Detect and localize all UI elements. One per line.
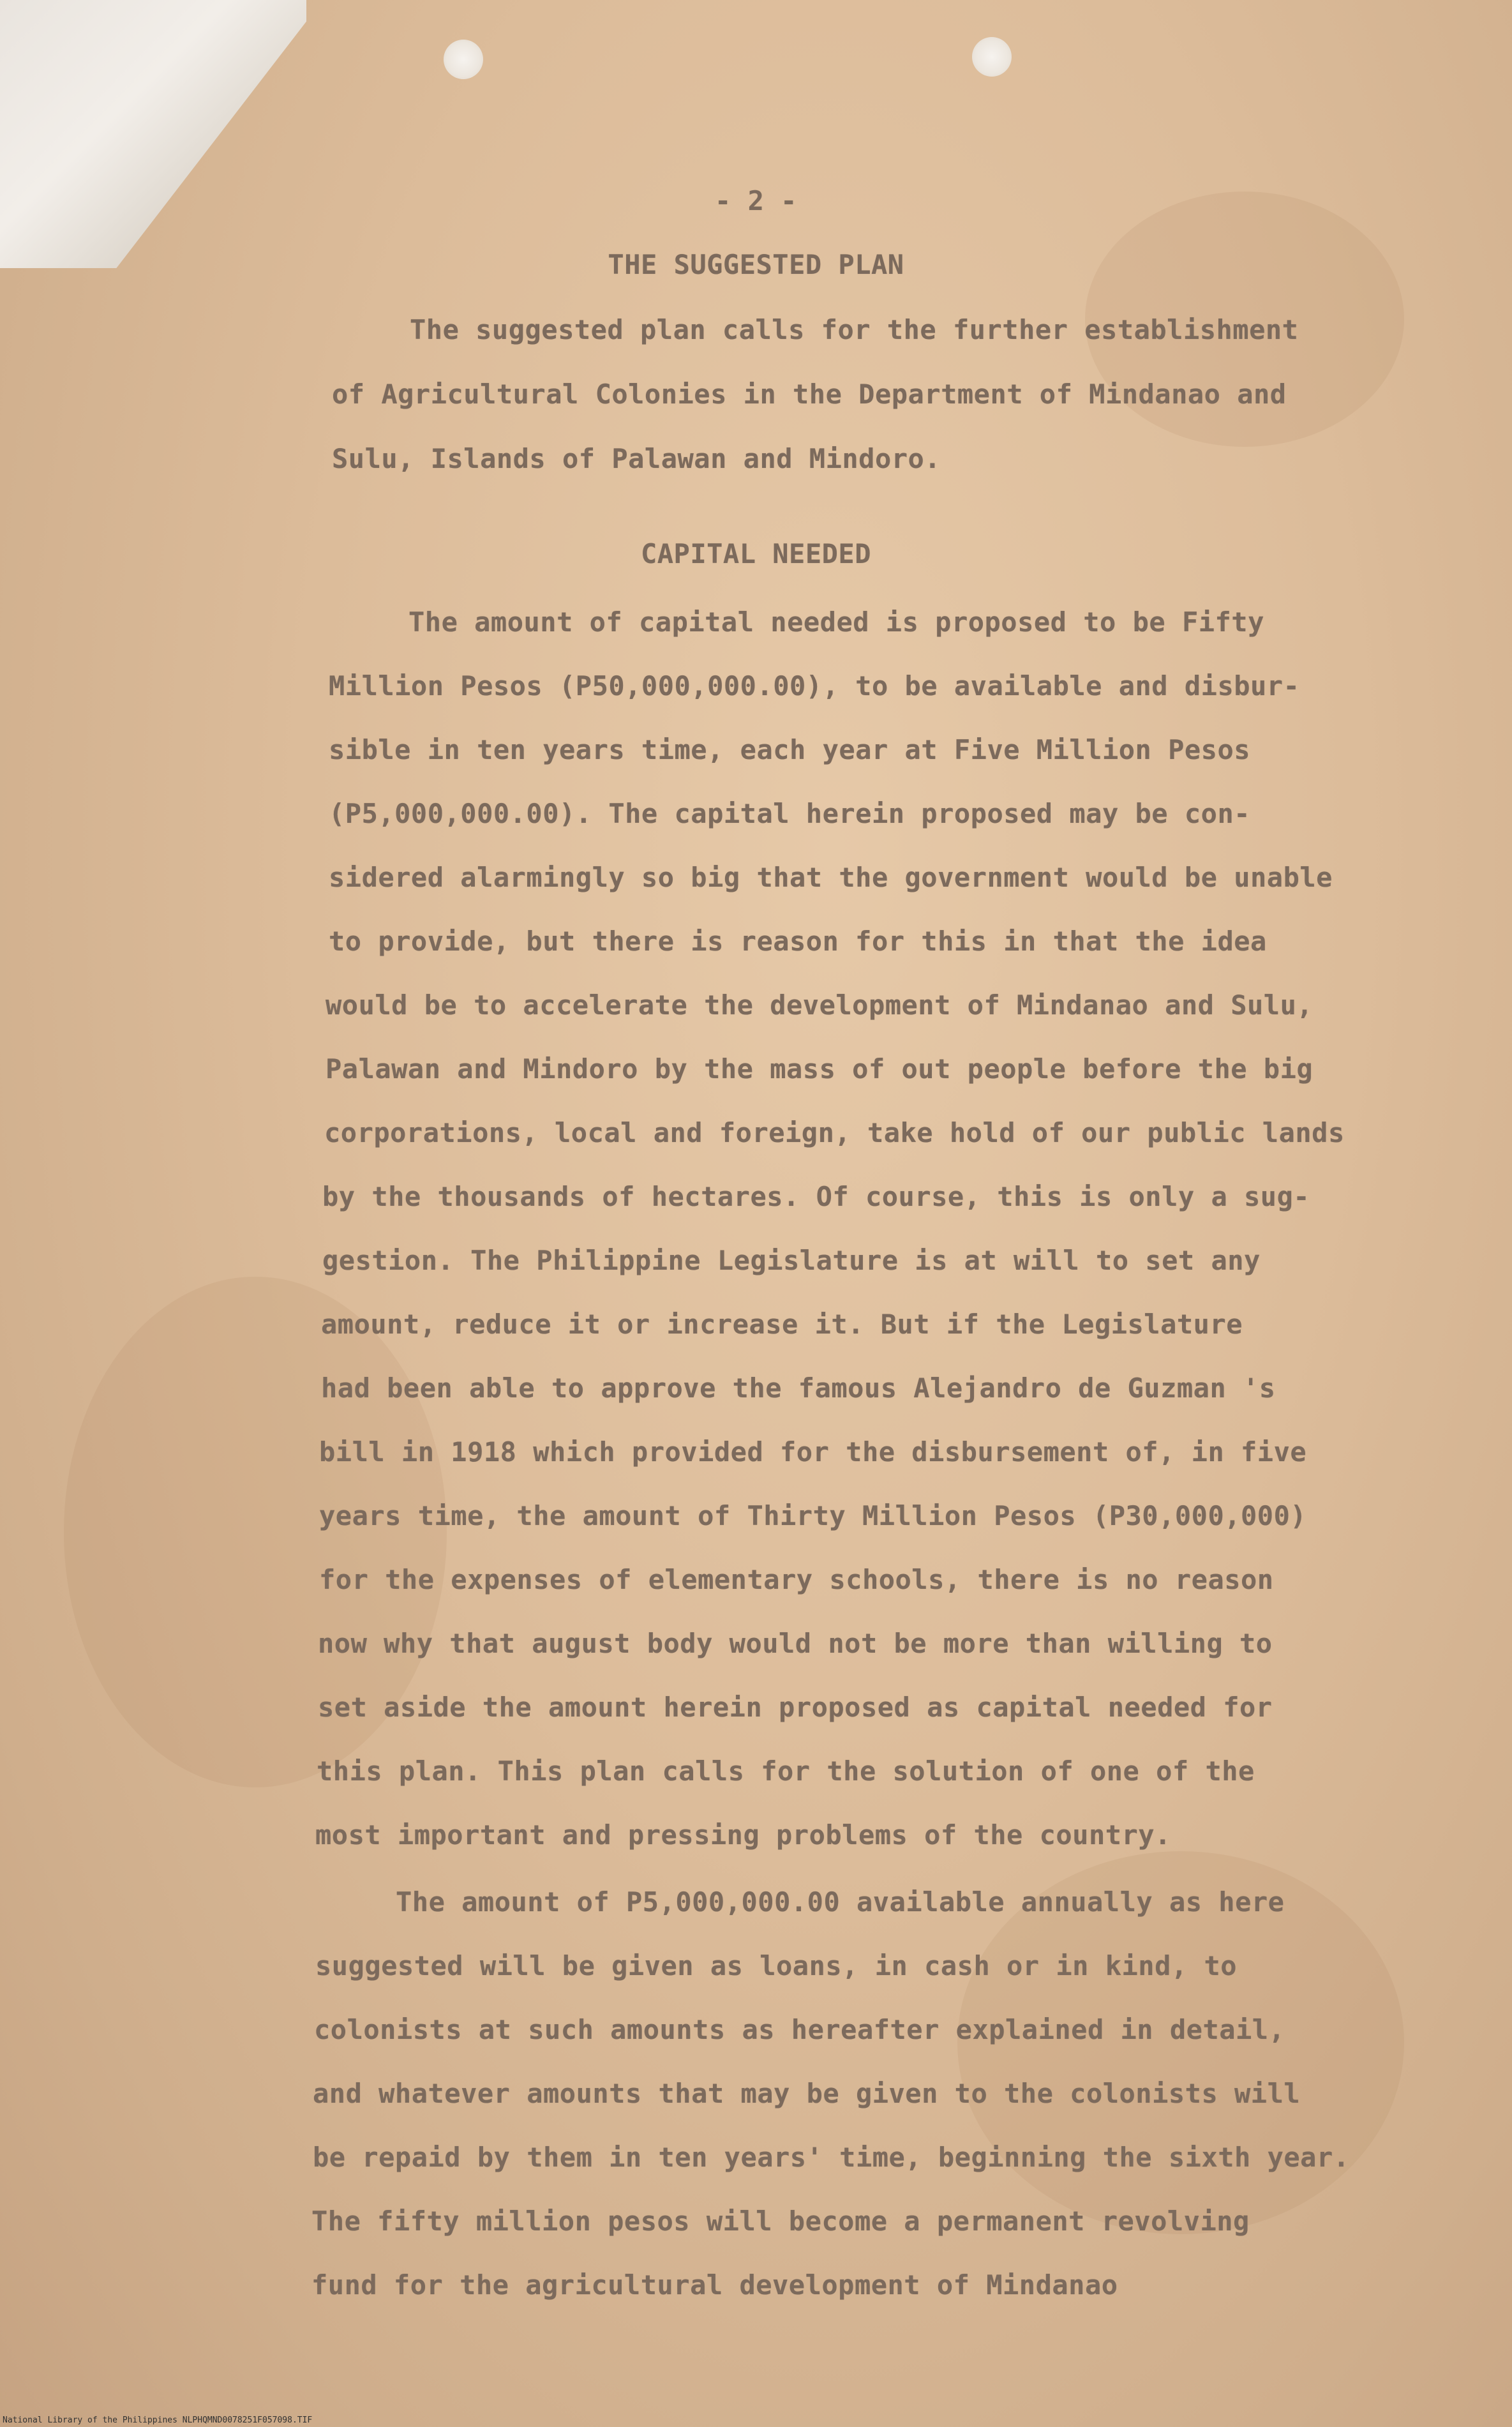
punch-hole-right — [972, 37, 1012, 77]
capital-line: The amount of capital needed is proposed to be Fifty — [408, 606, 1264, 638]
capital-line: for the expenses of elementary schools, there is no reason — [319, 1564, 1274, 1595]
capital-line: set aside the amount herein proposed as capital needed for — [318, 1692, 1273, 1723]
capital-line: (P5,000,000.00). The capital herein proposed may be con- — [329, 798, 1251, 829]
amount-line: colonists at such amounts as hereafter explained in detail, — [314, 2014, 1285, 2045]
heading-capital-needed: CAPITAL NEEDED — [640, 538, 871, 569]
capital-line: to provide, but there is reason for this in that the idea — [329, 926, 1267, 957]
archive-footer: National Library of the Philippines NLPHQMND0078251F057098.TIF — [3, 2416, 313, 2425]
amount-line: be repaid by them in ten years' time, beginning the sixth year. — [313, 2142, 1350, 2173]
plan-line: The suggested plan calls for the further establishment — [410, 314, 1299, 345]
amount-line: The amount of P5,000,000.00 available annually as here — [396, 1886, 1285, 1918]
capital-line: sidered alarmingly so big that the government would be unable — [329, 862, 1333, 893]
capital-line: bill in 1918 which provided for the disbursement of, in five — [319, 1436, 1307, 1468]
amount-line: fund for the agricultural development of Mindanao — [311, 2269, 1118, 2301]
capital-line: had been able to approve the famous Alejandro de Guzman 's — [321, 1372, 1276, 1404]
capital-line: by the thousands of hectares. Of course, this is only a sug- — [322, 1181, 1310, 1212]
capital-line: corporations, local and foreign, take hold of our public lands — [324, 1117, 1345, 1148]
capital-line: would be to accelerate the development of Mindanao and Sulu, — [326, 989, 1314, 1021]
capital-line: amount, reduce it or increase it. But if the Legislature — [321, 1309, 1243, 1340]
capital-line: gestion. The Philippine Legislature is at will to set any — [322, 1245, 1261, 1276]
capital-line: years time, the amount of Thirty Million Pesos (P30,000,000) — [319, 1500, 1307, 1531]
amount-line: The fifty million pesos will become a permanent revolving — [311, 2205, 1250, 2237]
amount-line: and whatever amounts that may be given to the colonists will — [313, 2078, 1301, 2109]
folded-corner — [0, 0, 306, 268]
heading-suggested-plan: THE SUGGESTED PLAN — [608, 249, 904, 280]
amount-line: suggested will be given as loans, in cash or in kind, to — [315, 1950, 1238, 1981]
plan-line: of Agricultural Colonies in the Department of Mindanao and — [332, 379, 1287, 410]
capital-line: now why that august body would not be more than willing to — [318, 1628, 1273, 1659]
capital-line: most important and pressing problems of the country. — [315, 1819, 1171, 1851]
punch-hole-left — [444, 40, 483, 79]
capital-line: Palawan and Mindoro by the mass of out people before the big — [326, 1053, 1314, 1085]
plan-line: Sulu, Islands of Palawan and Mindoro. — [332, 443, 941, 474]
capital-line: Million Pesos (P50,000,000.00), to be available and disbur- — [329, 670, 1300, 702]
capital-line: sible in ten years time, each year at Five Million Pesos — [329, 734, 1251, 765]
page-number: - 2 - — [715, 185, 797, 216]
capital-line: this plan. This plan calls for the solution of one of the — [317, 1755, 1255, 1787]
